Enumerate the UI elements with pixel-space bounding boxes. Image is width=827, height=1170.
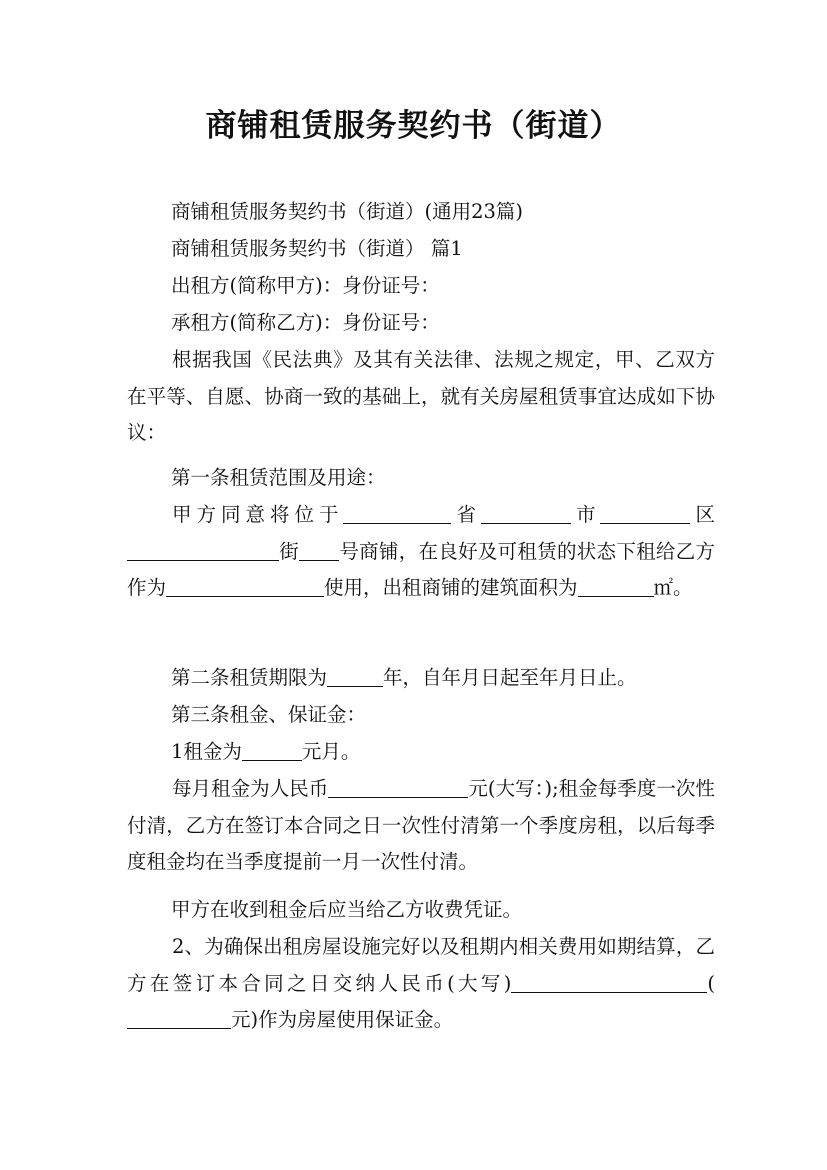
article2-text: 第二条租赁期限为: [171, 666, 328, 689]
lease-years-blank: [327, 668, 383, 687]
area-unit: ㎡。: [653, 576, 693, 600]
lessor-line: 出租方(简称甲方)：身份证号：: [171, 274, 440, 297]
monthly-rent-blank: [328, 779, 468, 798]
lessee-line: 承租方(简称乙方)：身份证号：: [171, 311, 440, 334]
monthly-text: 元(大写：);租金每季度一次性付清，乙方在签订本合同之日一次性付清第一个季度房租，以后每季度租金均在当季度提前一月一次性付清。: [127, 777, 715, 874]
monthly-text: 每月租金为人民币: [172, 777, 329, 800]
article2-text: 年，自年月日起至年月日止。: [383, 666, 637, 689]
area-blank: [578, 578, 654, 597]
article1-text: 甲方同意将位于: [172, 503, 344, 526]
document-title: 商铺租赁服务契约书（街道）: [205, 108, 622, 144]
province-blank: [343, 505, 451, 524]
article1-heading: 第一条租赁范围及用途：: [171, 466, 386, 489]
shop-number-blank: [299, 542, 339, 561]
city-label: 市: [570, 503, 601, 526]
city-blank: [481, 505, 571, 524]
receipt-line: 甲方在收到租金后应当给乙方收费凭证。: [171, 898, 523, 921]
article1-paragraph: [127, 497, 715, 607]
deposit-amount-blank: [127, 1010, 231, 1029]
deposit-words-blank: [511, 974, 707, 993]
monthly-rent-paragraph: [127, 771, 715, 881]
usage-blank: [166, 578, 324, 597]
preamble-paragraph: 根据我国《民法典》及其有关法律、法规之规定，甲、乙双方在平等、自愿、协商一致的基础上，就有关房屋租赁事宜达成如下协议：: [127, 348, 715, 445]
deposit-paragraph: [127, 929, 715, 1039]
article1-text: 使用，出租商铺的建筑面积为: [324, 576, 578, 600]
rent-line: [171, 734, 731, 771]
article2-paragraph: [171, 660, 731, 697]
deposit-text: (: [707, 971, 715, 995]
subtitle: 商铺租赁服务契约书（街道）(通用23篇): [171, 200, 524, 223]
deposit-text: 2、为确保出租房屋设施完好以及租期内相关费用如期结算，乙方在签订本合同之日交纳人民币(大写): [127, 935, 715, 995]
district-label: 区: [690, 503, 715, 526]
district-blank: [600, 505, 690, 524]
rent-amount-blank: [242, 742, 302, 761]
deposit-text: 元)作为房屋使用保证金。: [231, 1008, 454, 1032]
section-heading: 商铺租赁服务契约书（街道） 篇1: [171, 237, 463, 260]
street-label: 街: [279, 539, 300, 563]
rent-text: 元月。: [301, 740, 361, 763]
street-blank: [127, 542, 279, 561]
province-label: 省: [451, 503, 481, 526]
article3-heading: 第三条租金、保证金：: [171, 703, 367, 726]
article1-text: 号商铺，在良好及可租赁的状态下租给乙方作为: [127, 539, 715, 600]
rent-text: 1租金为: [171, 740, 242, 763]
